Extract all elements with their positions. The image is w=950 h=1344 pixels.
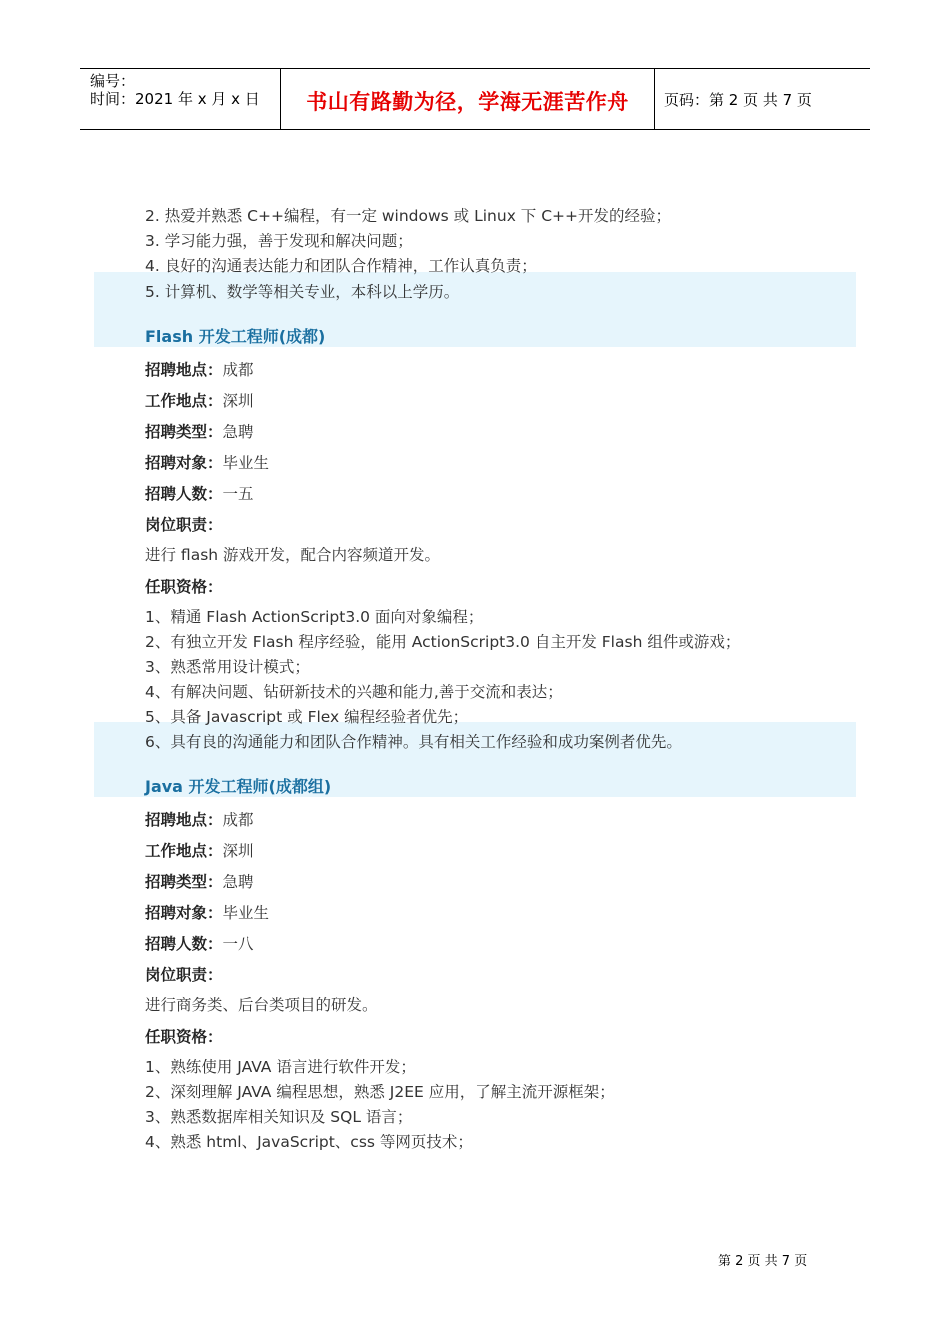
job-info-row bbox=[145, 484, 254, 504]
job-info-row bbox=[145, 810, 254, 830]
job-info-row bbox=[145, 872, 254, 892]
intro-list-item: 4. 良好的沟通表达能力和团队合作精神，工作认真负责； bbox=[145, 257, 537, 275]
requirement-item: 2、有独立开发 Flash 程序经验，能用 ActionScript3.0 自主开发 Flash 组件或游戏； bbox=[145, 633, 741, 651]
header-motto: 书山有路勤为径，学海无涯苦作舟 bbox=[306, 90, 629, 114]
requirement-item: 3、熟悉数据库相关知识及 SQL 语言； bbox=[145, 1108, 413, 1126]
intro-list-item: 3. 学习能力强，善于发现和解决问题； bbox=[145, 232, 413, 250]
info-label: 招聘类型： bbox=[145, 873, 223, 891]
info-value: 毕业生 bbox=[222, 454, 270, 472]
duty-label: 岗位职责： bbox=[145, 516, 223, 534]
job-info-row bbox=[145, 903, 269, 923]
header-meta-cell bbox=[80, 69, 280, 129]
info-value: 一八 bbox=[222, 935, 254, 953]
duty-text: 进行 flash 游戏开发，配合内容频道开发。 bbox=[145, 546, 441, 564]
job-info-row bbox=[145, 360, 254, 380]
page-header bbox=[80, 68, 870, 130]
job-info-row bbox=[145, 453, 269, 473]
requirement-item: 3、熟悉常用设计模式； bbox=[145, 658, 310, 676]
requirement-item: 1、熟练使用 JAVA 语言进行软件开发； bbox=[145, 1058, 416, 1076]
duty-text: 进行商务类、后台类项目的研发。 bbox=[145, 996, 378, 1014]
requirement-item: 6、具有良的沟通能力和团队合作精神。具有相关工作经验和成功案例者优先。 bbox=[145, 733, 682, 751]
info-label: 招聘对象： bbox=[145, 904, 223, 922]
job-title-java: Java 开发工程师(成都组) bbox=[145, 777, 332, 796]
info-value: 毕业生 bbox=[222, 904, 270, 922]
duty-label: 岗位职责： bbox=[145, 966, 223, 984]
requirement-item: 1、精通 Flash ActionScript3.0 面向对象编程； bbox=[145, 608, 484, 626]
info-value: 成都 bbox=[222, 811, 254, 829]
job-title-flash: Flash 开发工程师(成都) bbox=[145, 327, 326, 346]
intro-list-item: 2. 热爱并熟悉 C++编程，有一定 windows 或 Linux 下 C++开发的经验； bbox=[145, 207, 672, 225]
info-value: 急聘 bbox=[222, 873, 254, 891]
job-info-row bbox=[145, 934, 254, 954]
info-label: 招聘地点： bbox=[145, 361, 223, 379]
info-value: 急聘 bbox=[222, 423, 254, 441]
info-label: 招聘类型： bbox=[145, 423, 223, 441]
requirements-label: 任职资格： bbox=[145, 578, 223, 596]
info-value: 深圳 bbox=[222, 392, 254, 410]
requirement-item: 2、深刻理解 JAVA 编程思想，熟悉 J2EE 应用，了解主流开源框架； bbox=[145, 1083, 615, 1101]
info-label: 招聘人数： bbox=[145, 485, 223, 503]
doc-number-label: 编号： bbox=[90, 72, 136, 90]
info-label: 工作地点： bbox=[145, 842, 223, 860]
requirement-item: 4、有解决问题、钻研新技术的兴趣和能力,善于交流和表达； bbox=[145, 683, 563, 701]
info-label: 招聘对象： bbox=[145, 454, 223, 472]
intro-list-item: 5. 计算机、数学等相关专业，本科以上学历。 bbox=[145, 283, 460, 301]
info-label: 招聘地点： bbox=[145, 811, 223, 829]
header-motto-cell bbox=[280, 69, 655, 129]
page-footer: 第 2 页 共 7 页 bbox=[718, 1254, 808, 1269]
info-label: 招聘人数： bbox=[145, 935, 223, 953]
requirements-label: 任职资格： bbox=[145, 1028, 223, 1046]
info-value: 深圳 bbox=[222, 842, 254, 860]
job-info-row bbox=[145, 422, 254, 442]
header-page-label: 页码：第 2 页 共 7 页 bbox=[664, 91, 812, 109]
requirement-item: 5、具备 Javascript 或 Flex 编程经验者优先； bbox=[145, 708, 469, 726]
header-page-cell bbox=[654, 69, 870, 129]
requirement-item: 4、熟悉 html、JavaScript、css 等网页技术； bbox=[145, 1133, 473, 1151]
info-label: 工作地点： bbox=[145, 392, 223, 410]
job-info-row bbox=[145, 841, 254, 861]
info-value: 一五 bbox=[222, 485, 254, 503]
doc-time-label: 时间：2021 年 x 月 x 日 bbox=[90, 90, 260, 108]
job-info-row bbox=[145, 391, 254, 411]
info-value: 成都 bbox=[222, 361, 254, 379]
